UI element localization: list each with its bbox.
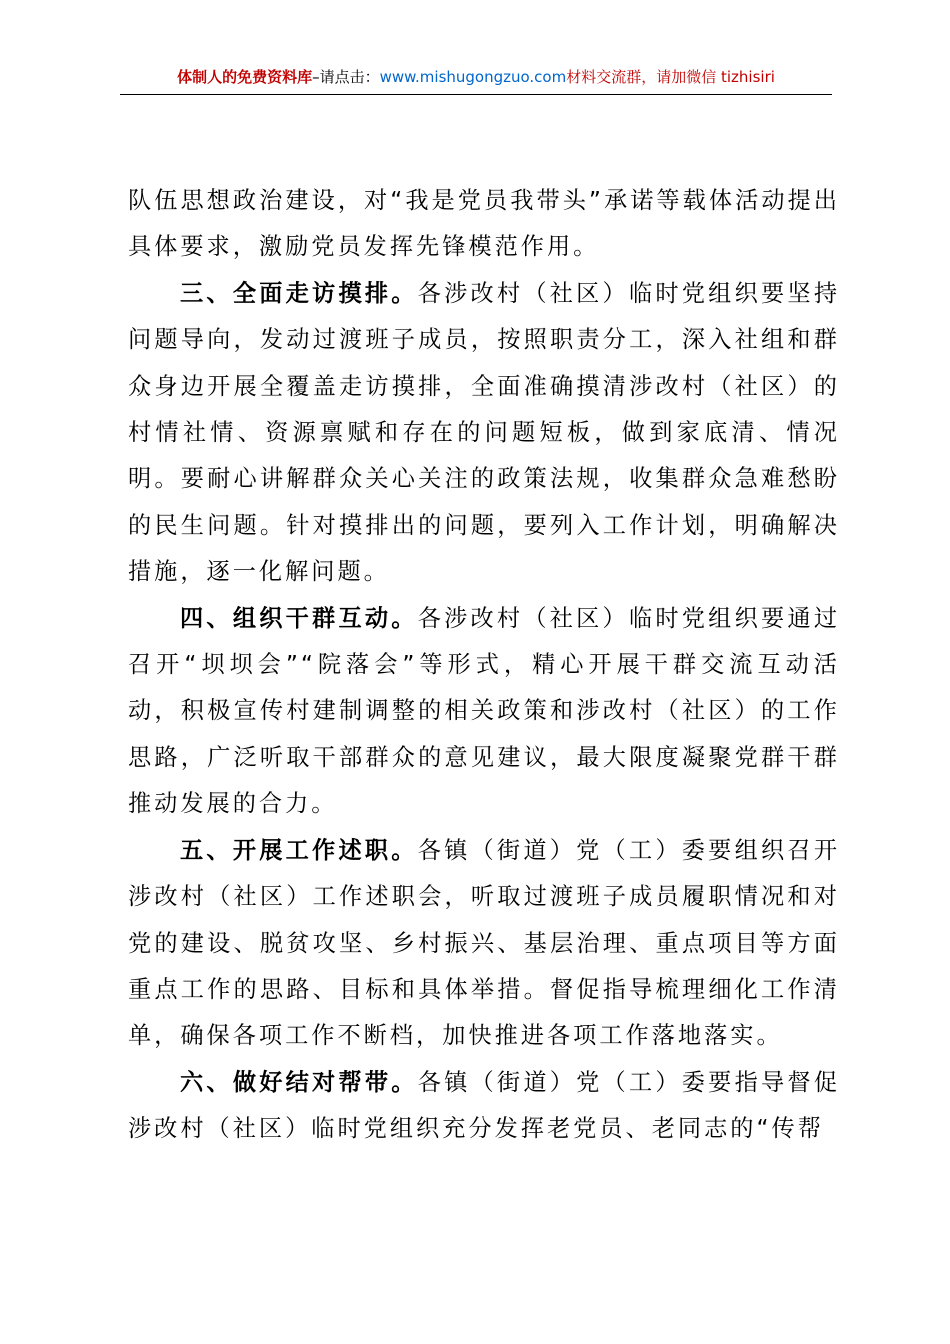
header-url-link[interactable]: www.mishugongzuo.com <box>379 68 567 86</box>
document-body <box>128 178 840 1153</box>
paragraph-text: 各涉改村（社区）临时党组织要通过召开“坝坝会”“院落会”等形式，精心开展干群交流互动活动，积极宣传村建制调整的相关政策和涉改村（社区）的工作思路，广泛听取干部群众的意见建议，最大限度凝聚党群干群推动发展的合力。 <box>128 604 841 818</box>
paragraph-section-6 <box>128 1060 840 1153</box>
paragraph-text: 各涉改村（社区）临时党组织要坚持问题导向，发动过渡班子成员，按照职责分工，深入社组和群众身边开展全覆盖走访摸排，全面准确摸清涉改村（社区）的村情社情、资源禀赋和存在的问题短板，做到家底清、情况明。要耐心讲解群众关心关注的政策法规，收集群众急难愁盼的民生问题。针对摸排出的问题，要列入工作计划，明确解决措施，逐一化解问题。 <box>128 279 841 586</box>
section-heading: 四、组织干群互动。 <box>180 604 418 632</box>
paragraph-text: 各镇（街道）党（工）委要指导督促涉改村（社区）临时党组织充分发挥老党员、老同志的“传帮 <box>128 1068 841 1143</box>
page-header <box>120 62 832 95</box>
paragraph-section-5 <box>128 828 840 1060</box>
header-site-name: 体制人的免费资料库 <box>177 68 313 86</box>
paragraph-section-3 <box>128 271 840 596</box>
header-prompt: –请点击： <box>312 68 380 86</box>
section-heading: 五、开展工作述职。 <box>180 836 418 864</box>
section-heading: 六、做好结对帮带。 <box>180 1068 418 1096</box>
header-wechat-note: 材料交流群，请加微信 tizhisiri <box>566 68 775 86</box>
paragraph-continuation <box>128 178 840 271</box>
paragraph-section-4 <box>128 596 840 828</box>
section-heading: 三、全面走访摸排。 <box>180 279 418 307</box>
paragraph-text: 各镇（街道）党（工）委要组织召开涉改村（社区）工作述职会，听取过渡班子成员履职情况和对党的建设、脱贫攻坚、乡村振兴、基层治理、重点项目等方面重点工作的思路、目标和具体举措。督促指导梳理细化工作清单，确保各项工作不断档，加快推进各项工作落地落实。 <box>128 836 841 1050</box>
paragraph-text: 队伍思想政治建设，对“我是党员我带头”承诺等载体活动提出具体要求，激励党员发挥先锋模范作用。 <box>128 187 840 261</box>
